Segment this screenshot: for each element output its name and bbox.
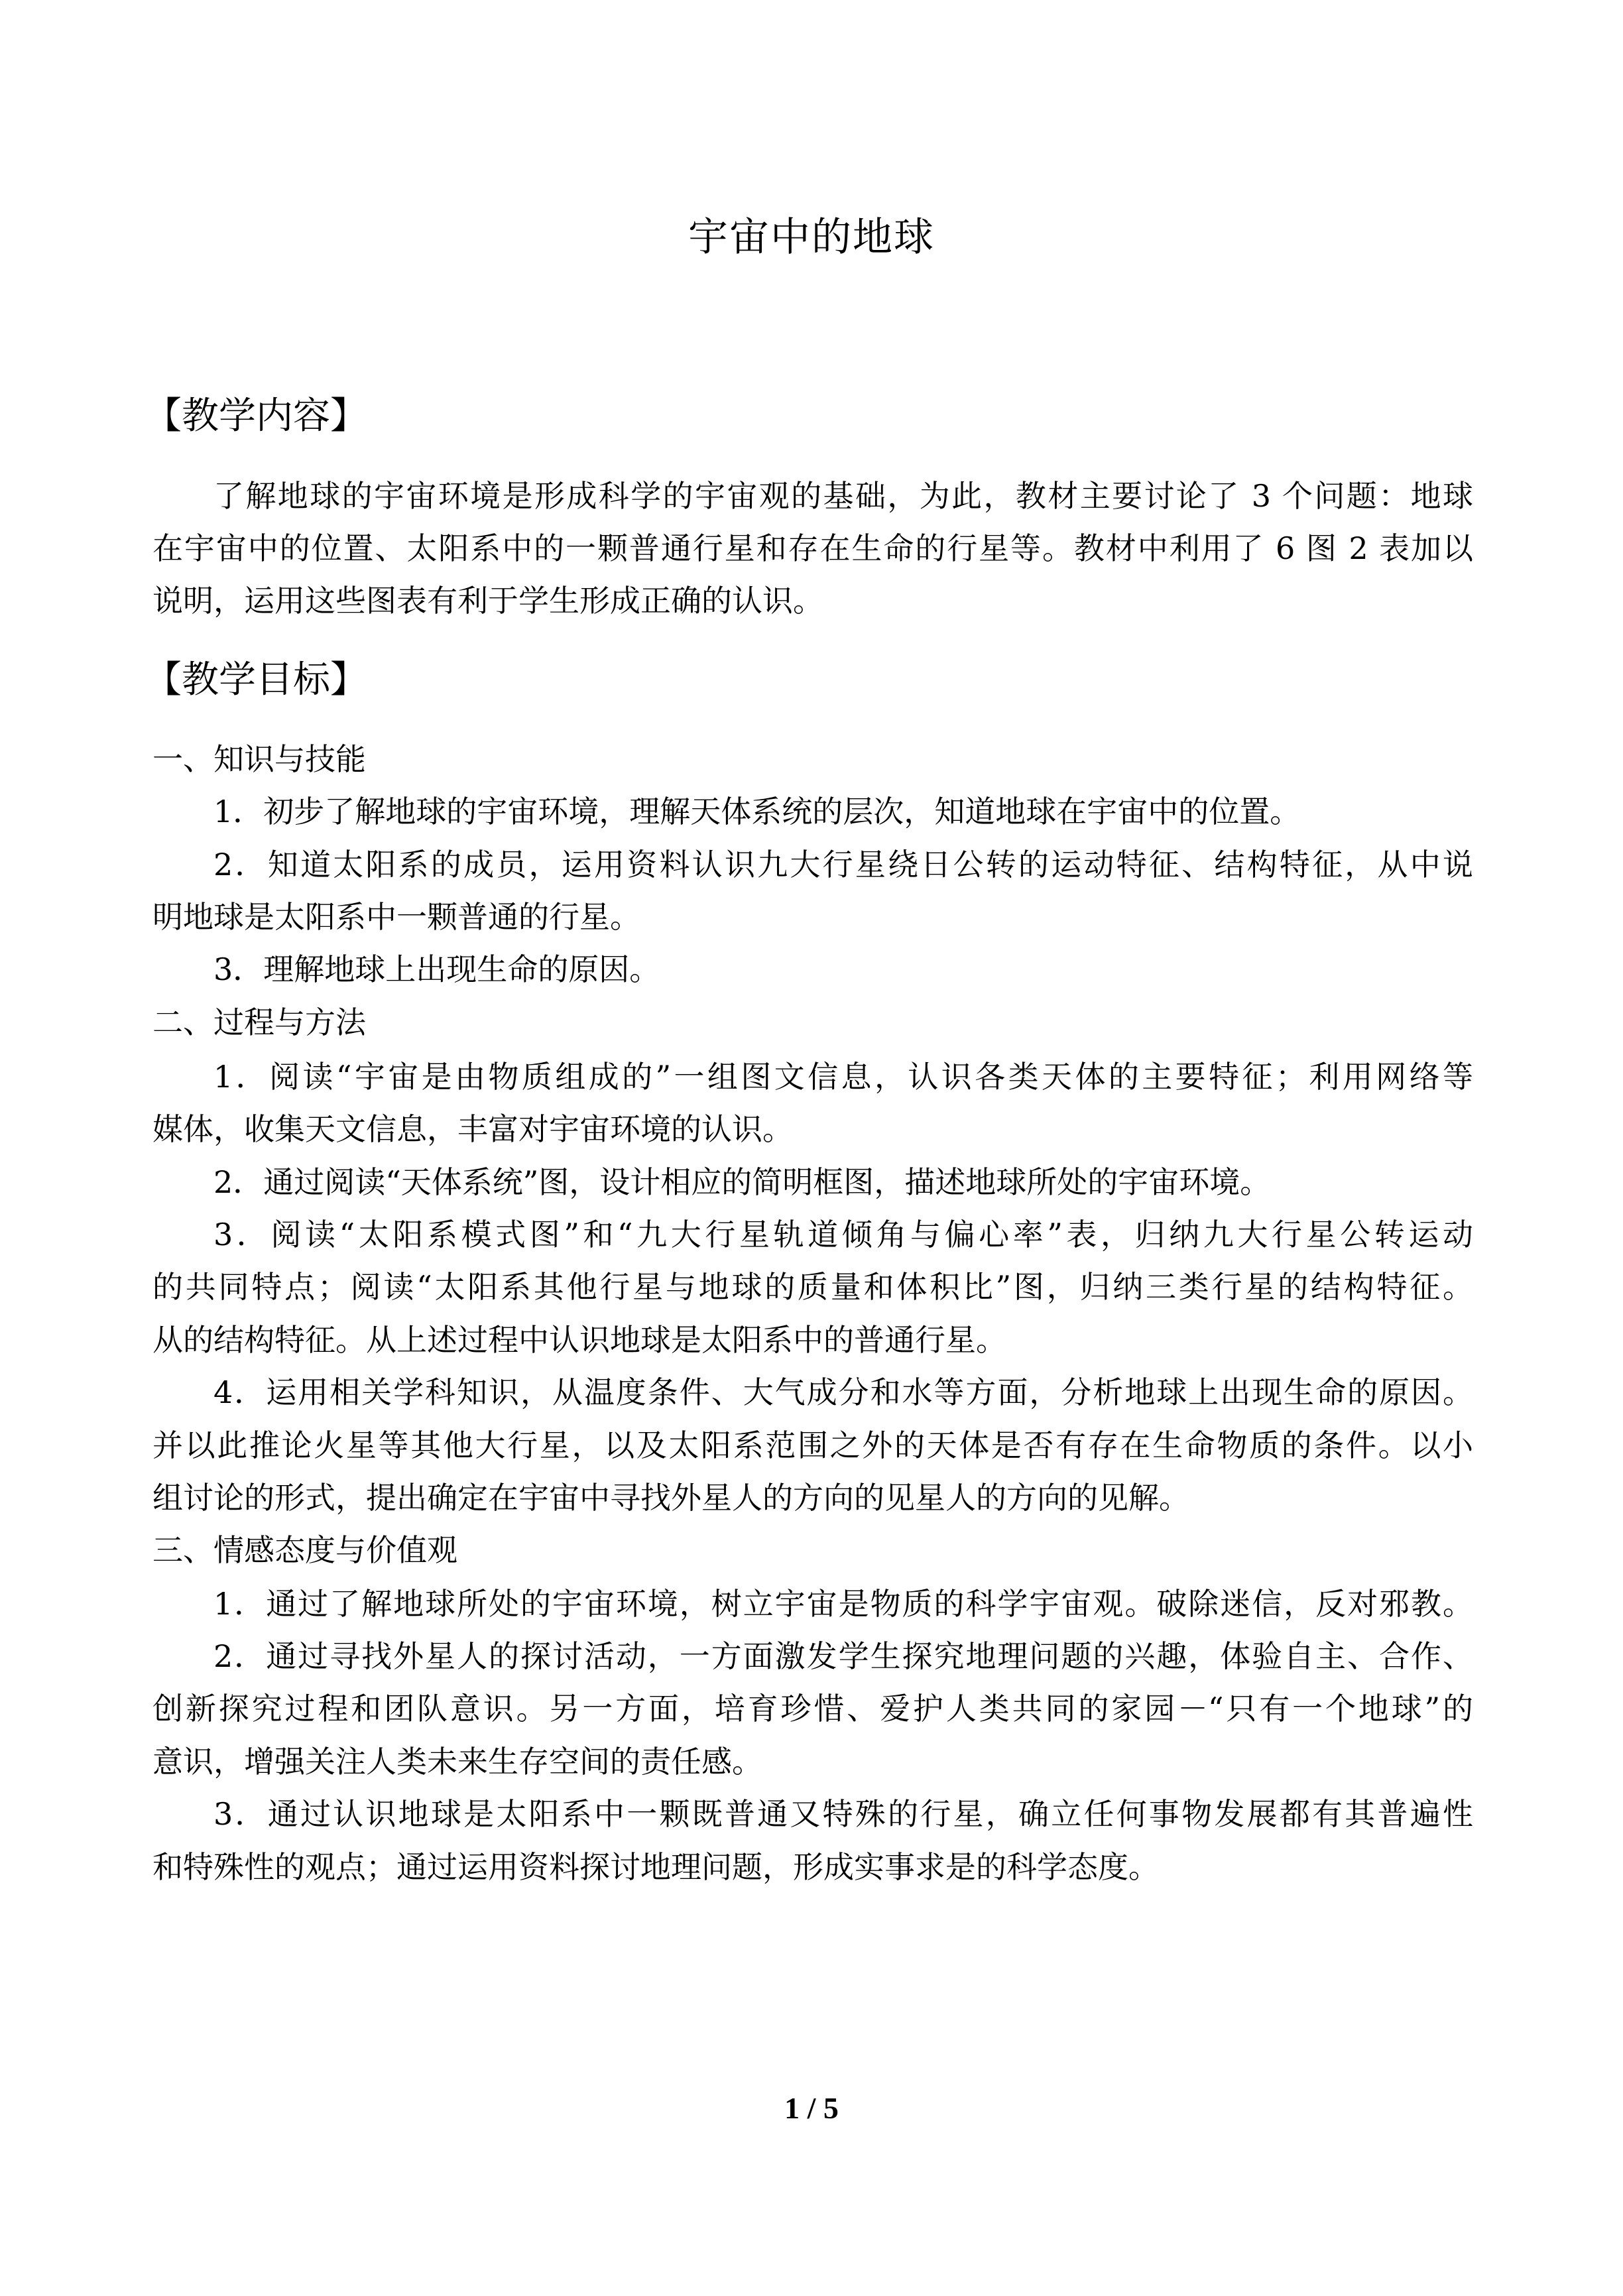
list-item-line: 媒体，收集天文信息，丰富对宇宙环境的认识。 [152, 1111, 793, 1147]
subsection-heading-knowledge-skills: 一、知识与技能 [152, 741, 366, 777]
subsection-heading-attitudes-values: 三、情感态度与价值观 [152, 1532, 457, 1568]
list-item-line: 组讨论的形式，提出确定在宇宙中寻找外星人的方向的见星人的方向的见解。 [152, 1480, 1189, 1516]
list-item-line: 和特殊性的观点；通过运用资料探讨地理问题，形成实事求是的科学态度。 [152, 1849, 1159, 1885]
list-item-line: 2．知道太阳系的成员，运用资料认识九大行星绕日公转的运动特征、结构特征，从中说 [213, 847, 1473, 882]
list-item-line: 4．运用相关学科知识，从温度条件、大气成分和水等方面，分析地球上出现生命的原因。 [213, 1374, 1473, 1410]
page-number: 1 / 5 [784, 2091, 839, 2125]
list-item-line: 3．阅读“太阳系模式图”和“九大行星轨道倾角与偏心率”表，归纳九大行星公转运动 [213, 1217, 1473, 1252]
page-title: 宇宙中的地球 [688, 214, 935, 261]
list-item-line: 3．理解地球上出现生命的原因。 [213, 951, 660, 987]
section-heading-goals: 【教学目标】 [145, 658, 367, 701]
list-item-line: 意识，增强关注人类未来生存空间的责任感。 [152, 1744, 762, 1780]
list-item-line: 1．通过了解地球所处的宇宙环境，树立宇宙是物质的科学宇宙观。破除迷信，反对邪教。 [213, 1586, 1473, 1622]
list-item-line: 2．通过寻找外星人的探讨活动，一方面激发学生探究地理问题的兴趣，体验自主、合作、 [213, 1638, 1473, 1674]
list-item-line: 的共同特点；阅读“太阳系其他行星与地球的质量和体积比”图，归纳三类行星的结构特征。 [152, 1269, 1473, 1305]
list-item-line: 2．通过阅读“天体系统”图，设计相应的简明框图，描述地球所处的宇宙环境。 [213, 1164, 1271, 1200]
list-item-line: 从的结构特征。从上述过程中认识地球是太阳系中的普通行星。 [152, 1322, 1006, 1358]
section-heading-content: 【教学内容】 [145, 394, 367, 438]
list-item-line: 1．阅读“宇宙是由物质组成的”一组图文信息，认识各类天体的主要特征；利用网络等 [213, 1059, 1473, 1095]
list-item-line: 并以此推论火星等其他大行星，以及太阳系范围之外的天体是否有存在生命物质的条件。以小 [152, 1427, 1473, 1463]
list-item-line: 明地球是太阳系中一颗普通的行星。 [152, 899, 640, 935]
content-paragraph-line: 说明，运用这些图表有利于学生形成正确的认识。 [152, 583, 823, 619]
list-item-line: 1．初步了解地球的宇宙环境，理解天体系统的层次，知道地球在宇宙中的位置。 [213, 794, 1301, 829]
list-item-line: 3．通过认识地球是太阳系中一颗既普通又特殊的行星，确立任何事物发展都有其普遍性 [213, 1796, 1473, 1832]
content-paragraph-line: 了解地球的宇宙环境是形成科学的宇宙观的基础，为此，教材主要讨论了 3 个问题：地球 [213, 478, 1473, 514]
content-paragraph-line: 在宇宙中的位置、太阳系中的一颗普通行星和存在生命的行星等。教材中利用了 6 图 2 表加以 [152, 530, 1473, 566]
list-item-line: 创新探究过程和团队意识。另一方面，培育珍惜、爱护人类共同的家园－“只有一个地球”的 [152, 1691, 1473, 1726]
subsection-heading-process-methods: 二、过程与方法 [152, 1004, 366, 1040]
